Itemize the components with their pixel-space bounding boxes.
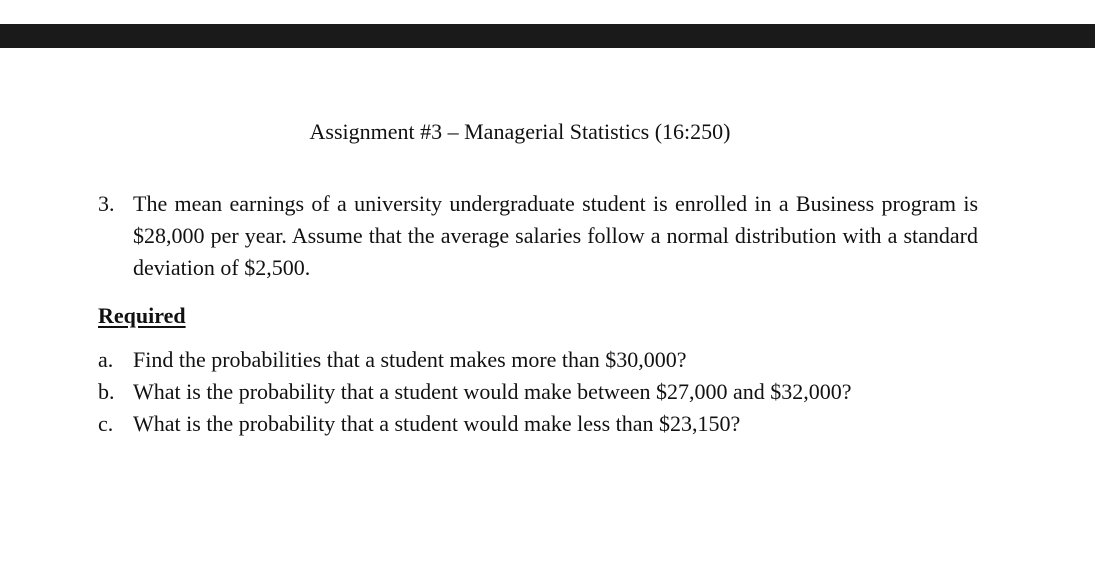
top-toolbar-bar (0, 24, 1095, 48)
part-text: Find the probabilities that a student makes more than $30,000? (133, 347, 687, 372)
question-number: 3. (98, 191, 115, 216)
part-text: What is the probability that a student would make less than $23,150? (133, 411, 741, 436)
list-item-part-a (98, 344, 998, 376)
part-letter: c. (98, 411, 114, 436)
list-item-part-c (98, 408, 998, 440)
question-text: The mean earnings of a university undergraduate student is enrolled in a Business program is $28,000 per year. Assume that the average salaries follow a normal distribution with a standard deviation of $2,500. (133, 191, 978, 280)
required-heading: Required (98, 303, 186, 328)
required-parts-list (98, 344, 998, 440)
part-letter: a. (98, 347, 114, 372)
part-letter: b. (98, 379, 115, 404)
page-title: Assignment #3 – Managerial Statistics (16:250) (309, 119, 731, 144)
list-item-part-b (98, 376, 998, 408)
part-text: What is the probability that a student would make between $27,000 and $32,000? (133, 379, 852, 404)
question-block (98, 188, 978, 284)
